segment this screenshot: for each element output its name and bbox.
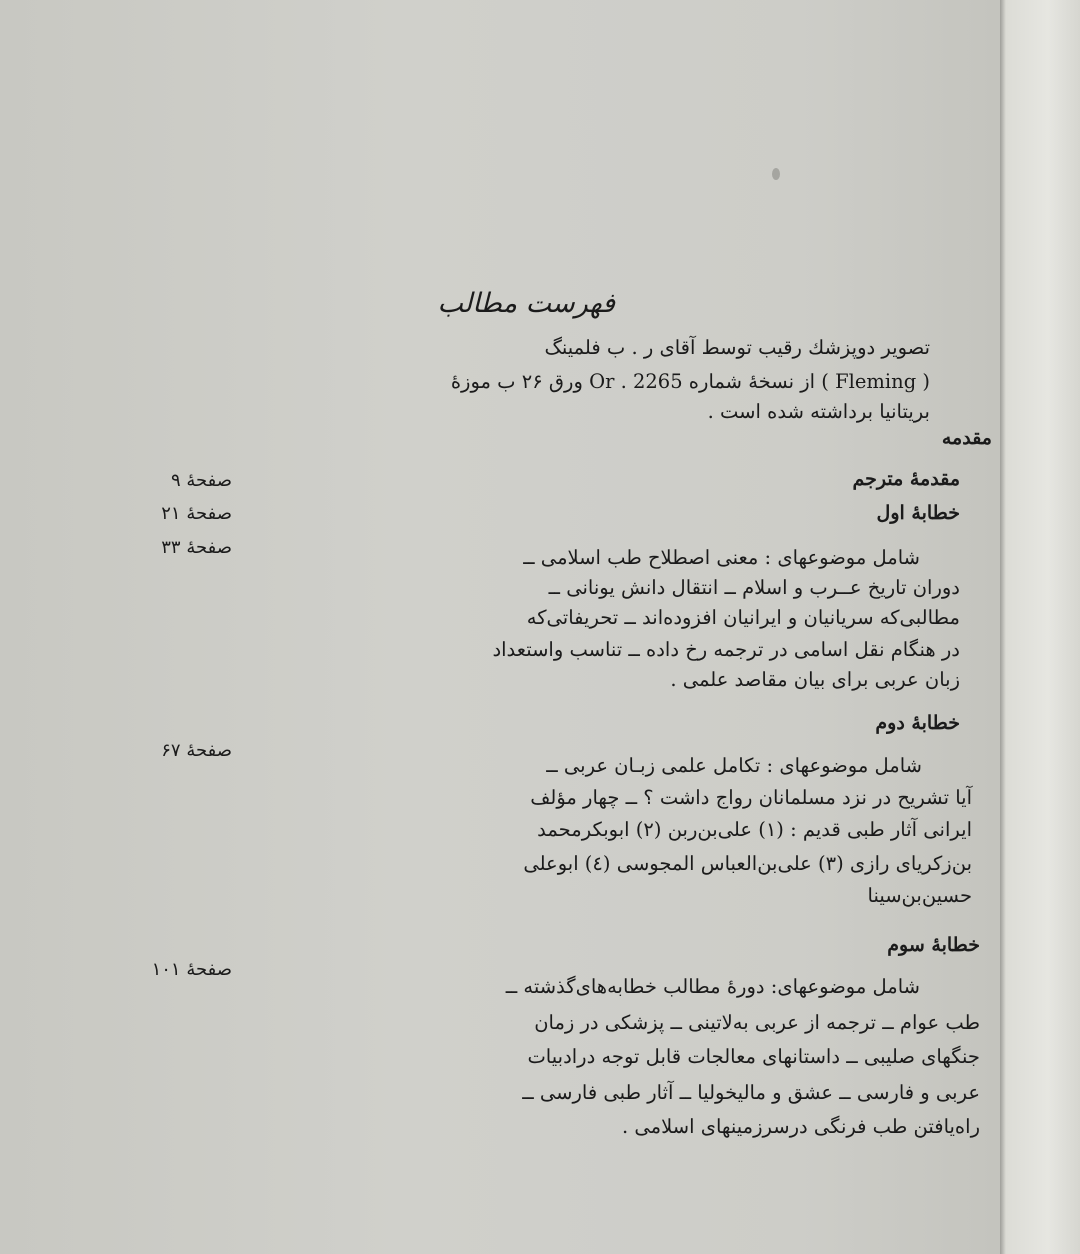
toc-page-ref: صفحهٔ ۹ <box>170 470 232 491</box>
summary-line: دوران تاریخ عــرب و اسلام ــ انتقال دانش یونانی ــ <box>548 576 960 599</box>
summary-line: آیا تشریح در نزد مسلمانان رواج داشت ؟ ــ چهار مؤلف <box>530 786 972 809</box>
toc-heading-lecture-three: خطابهٔ سوم <box>887 934 980 956</box>
summary-line: مطالبی‌که سریانیان و ایرانیان افزوده‌اند ــ تحریفاتی‌که <box>526 606 960 629</box>
summary-line: شامل موضوعهای: دورهٔ مطالب خطابه‌های‌گذشته ــ <box>505 975 920 998</box>
summary-line: جنگهای صلیبی ــ داستانهای معالجات قابل توجه درادبیات <box>527 1045 980 1068</box>
toc-page-ref: صفحهٔ ۱۰۱ <box>151 959 232 980</box>
summary-line: ایرانی آثار طبی قدیم : (۱) علی‌بن‌ربن (۲) ابوبکرمحمد <box>537 818 972 841</box>
summary-line: زبان عربی برای بیان مقاصد علمی . <box>670 668 960 691</box>
summary-line: عربی و فارسی ــ عشق و مالیخولیا ــ آثار طبی فارسی ــ <box>522 1081 980 1104</box>
toc-page-ref: صفحهٔ ۶۷ <box>161 740 232 761</box>
ink-spot <box>772 168 780 180</box>
summary-line: در هنگام نقل اسامی در ترجمه رخ داده ــ تناسب واستعداد <box>492 638 960 661</box>
intro-line: ( Fleming ) از نسخهٔ شماره Or . 2265 ورق ۲۶ ب موزهٔ <box>450 370 930 393</box>
page-title: فهرست مطالب <box>437 288 615 319</box>
toc-heading-translator-introduction: مقدمهٔ مترجم <box>852 468 960 490</box>
summary-line: بن‌زکریای رازی (۳) علی‌بن‌العباس المجوسی (٤) ابوعلی <box>523 852 972 875</box>
page-edge <box>1000 0 1080 1254</box>
intro-line: تصویر دوپزشك رقیب توسط آقای ر . ب فلمینگ <box>544 336 930 359</box>
summary-line: حسین‌بن‌سینا <box>867 884 972 907</box>
summary-line: راه‌یافتن طب فرنگی درسرزمینهای اسلامی . <box>622 1115 980 1138</box>
toc-heading-lecture-one: خطابهٔ اول <box>876 502 960 524</box>
summary-line: طب عوام ــ ترجمه از عربی به‌لاتینی ــ پزشکی در زمان <box>534 1011 980 1034</box>
summary-line: شامل موضوعهای : معنی اصطلاح طب اسلامی ــ <box>523 546 920 569</box>
toc-heading-lecture-two: خطابهٔ دوم <box>875 712 960 734</box>
toc-page-ref: صفحهٔ ۲۱ <box>161 503 232 524</box>
intro-line: بریتانیا برداشته شده است . <box>707 400 930 423</box>
summary-line: شامل موضوعهای : تکامل علمی زبـان عربی ــ <box>546 754 922 777</box>
toc-page-ref: صفحهٔ ۳۳ <box>161 537 232 558</box>
toc-heading-introduction: مقدمه <box>941 427 992 449</box>
